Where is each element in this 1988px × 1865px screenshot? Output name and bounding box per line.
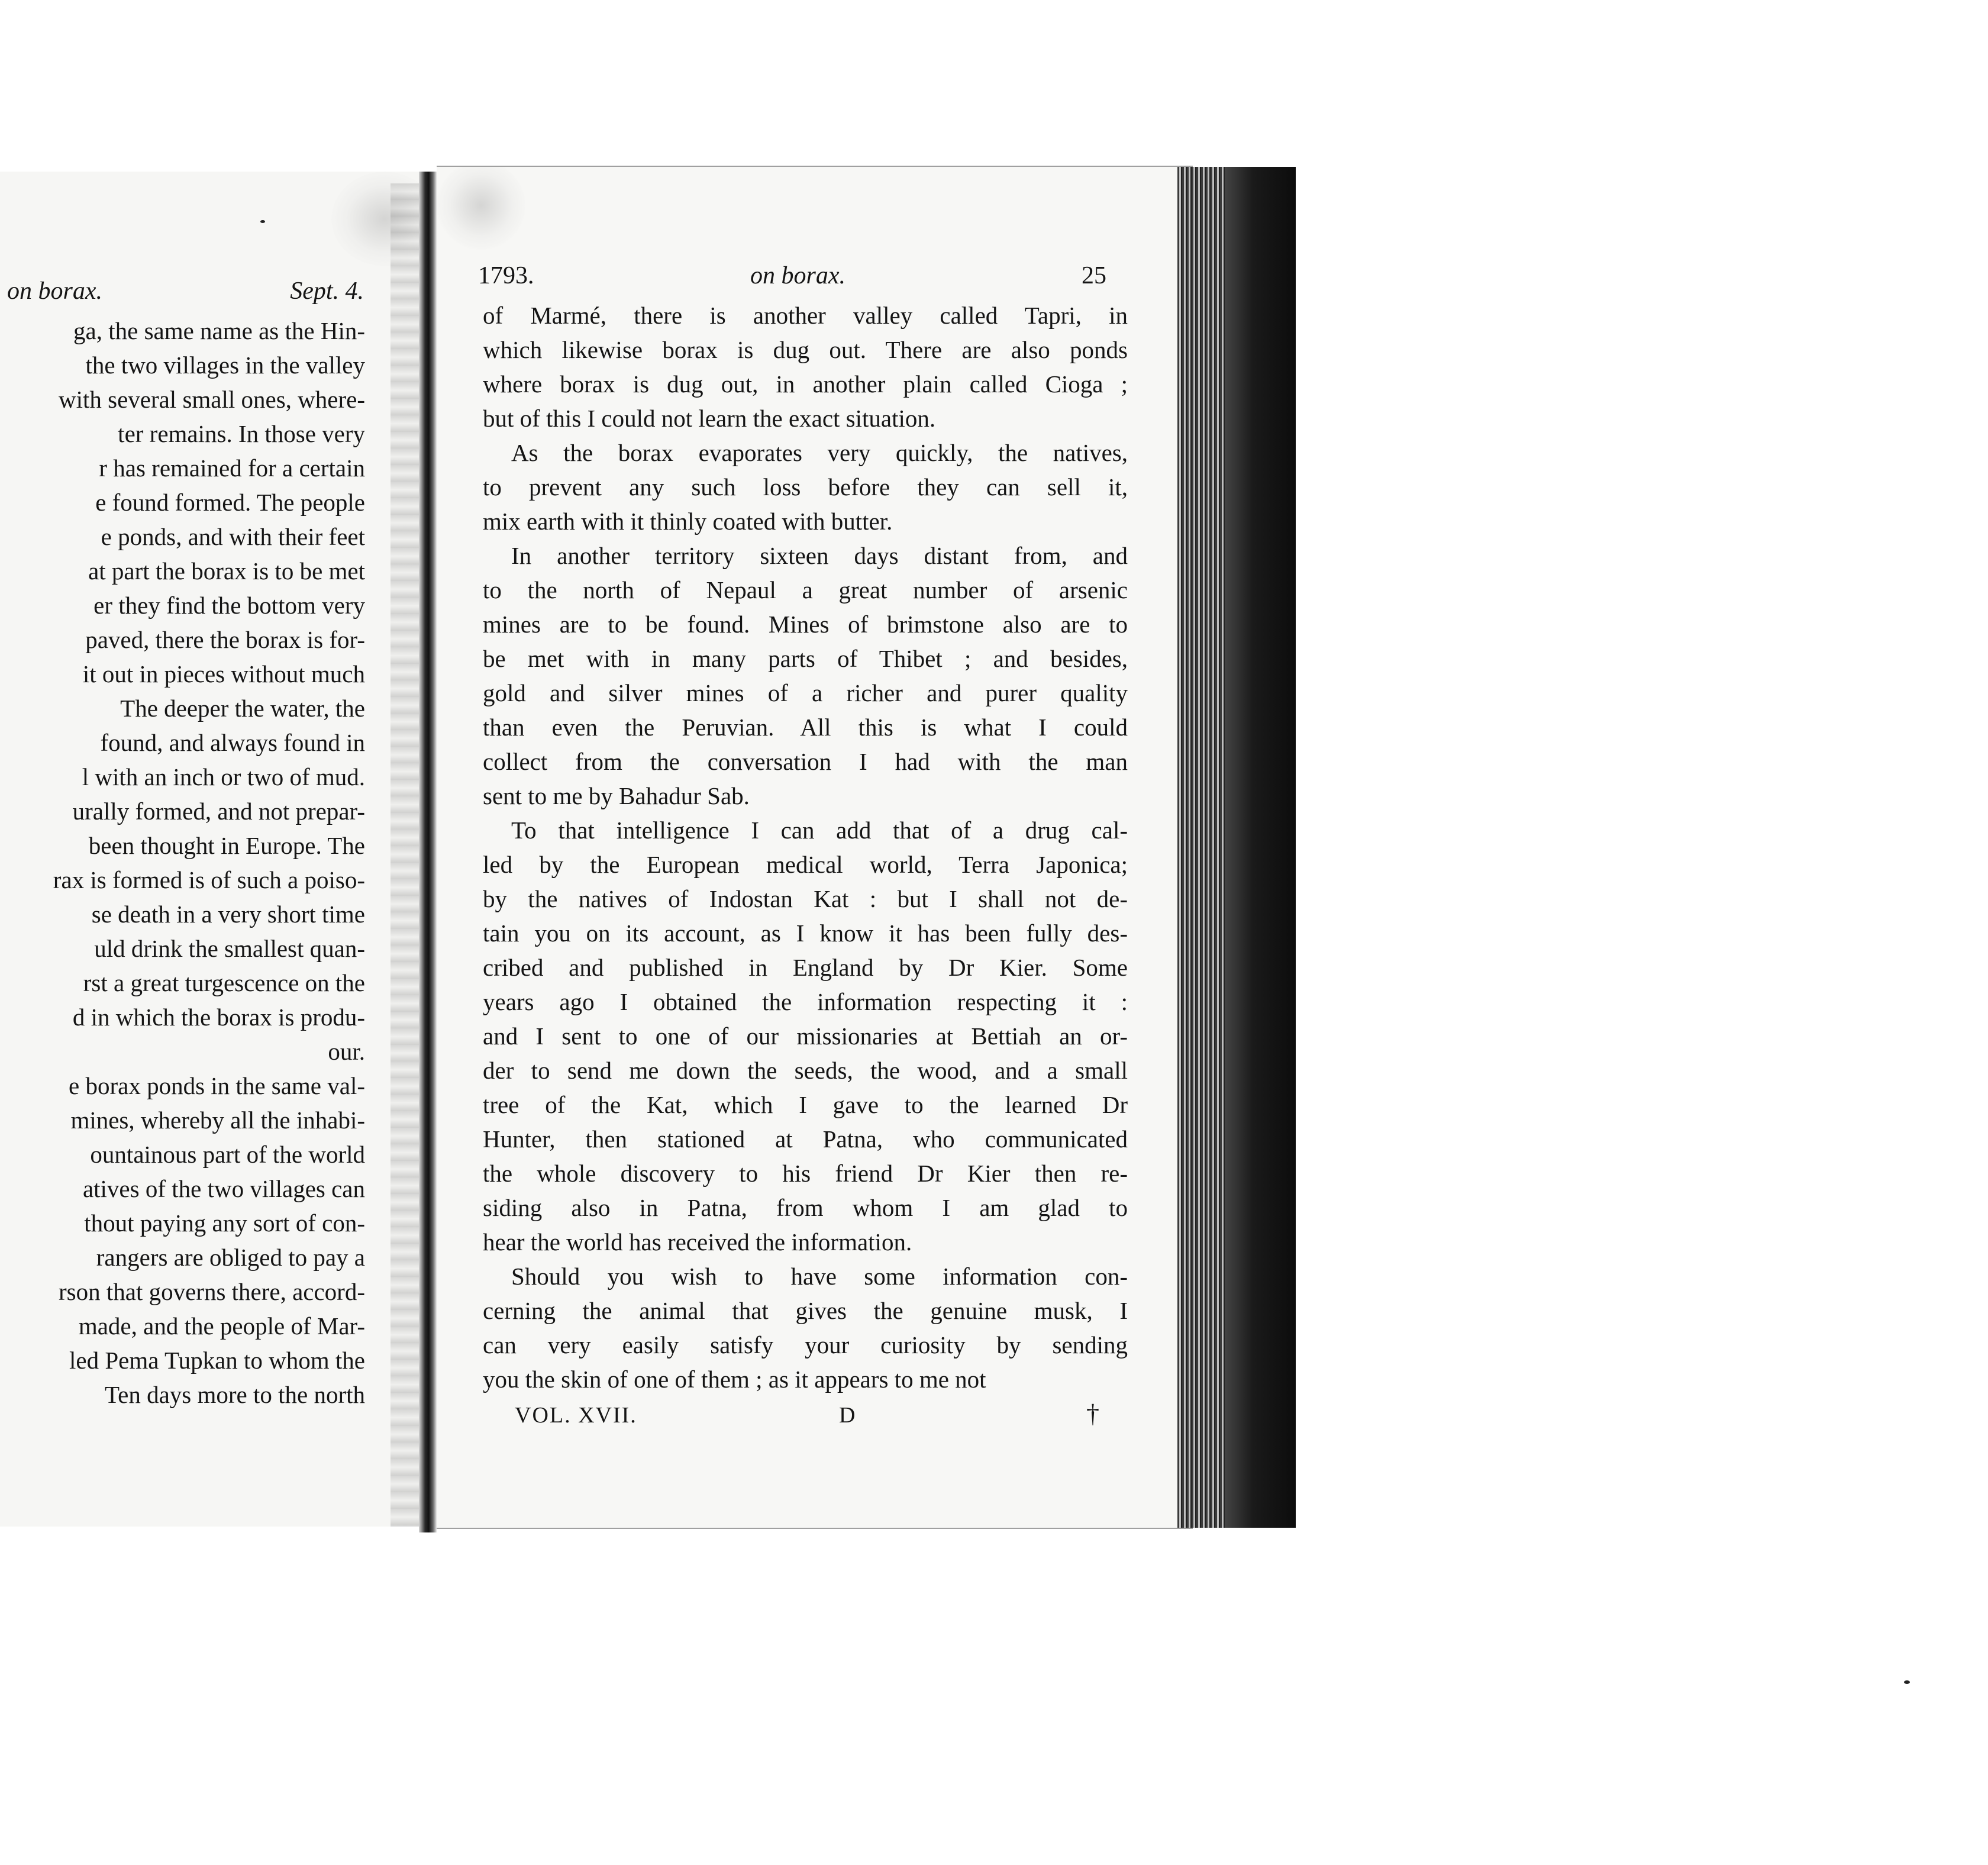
left-text-line: rst a great turgescence on the: [83, 969, 365, 996]
right-text-line: which likewise borax is dug out. There are also ponds: [483, 336, 1128, 363]
right-text-line: sent to me by Bahadur Sab.: [483, 782, 750, 809]
open-book: [0, 160, 1302, 1538]
left-text-line: rangers are obliged to pay a: [96, 1244, 365, 1271]
left-text-line: at part the borax is to be met: [88, 557, 365, 585]
right-text-line: tain you on its account, as I know it has been fully des-: [483, 919, 1128, 947]
left-text-line: Ten days more to the north: [104, 1381, 365, 1408]
left-text-line: e borax ponds in the same val-: [69, 1072, 365, 1099]
right-text-line: In another territory sixteen days distant from, and: [511, 542, 1128, 569]
left-text-line: led Pema Tupkan to whom the: [69, 1347, 365, 1374]
right-text-line: than even the Peruvian. All this is what I could: [483, 714, 1128, 741]
left-text-line: our.: [328, 1038, 365, 1065]
footer-volume: VOL. XVII.: [515, 1403, 637, 1428]
right-text-line: by the natives of Indostan Kat : but I shall not de-: [483, 885, 1128, 912]
right-text-line: you the skin of one of them ; as it appears to me not: [483, 1366, 986, 1393]
left-text-line: er they find the bottom very: [93, 592, 365, 619]
dust-speck: [260, 220, 265, 223]
book-gutter: [419, 172, 437, 1532]
right-text-line: of Marmé, there is another valley called Tapri, in: [483, 302, 1128, 329]
left-text-line: se death in a very short time: [91, 901, 365, 928]
left-text-line: ter remains. In those very: [118, 420, 365, 447]
footer-signature: D: [839, 1403, 857, 1428]
left-text-line: been thought in Europe. The: [88, 832, 365, 859]
right-text-line: the whole discovery to his friend Dr Kier then re-: [483, 1160, 1128, 1187]
left-text-line: ountainous part of the world: [90, 1141, 365, 1168]
left-text-line: rax is formed is of such a poiso-: [53, 866, 365, 893]
left-running-head-date: Sept. 4.: [290, 278, 364, 305]
right-text-line: years ago I obtained the information respecting it :: [483, 988, 1128, 1015]
right-text-line: As the borax evaporates very quickly, the natives,: [511, 439, 1128, 466]
footer-mark: †: [1086, 1399, 1100, 1428]
book-cover-edge: [1225, 167, 1296, 1528]
right-text-line: be met with in many parts of Thibet ; and besides,: [483, 645, 1128, 672]
left-running-head-title: on borax.: [7, 278, 102, 305]
left-text-line: l with an inch or two of mud.: [82, 763, 365, 790]
right-text-line: tree of the Kat, which I gave to the learned Dr: [483, 1091, 1128, 1118]
right-text-line: mix earth with it thinly coated with butter.: [483, 508, 893, 535]
right-text-line: to prevent any such loss before they can sell it,: [483, 473, 1128, 501]
right-text-line: collect from the conversation I had with the man: [483, 748, 1128, 775]
left-text-line: urally formed, and not prepar-: [72, 798, 365, 825]
left-text-line: e ponds, and with their feet: [101, 523, 365, 550]
right-page: [437, 166, 1193, 1529]
right-text-line: siding also in Patna, from whom I am glad to: [483, 1194, 1128, 1221]
right-text-line: hear the world has received the information.: [483, 1228, 912, 1256]
left-text-line: mines, whereby all the inhabi-: [70, 1106, 365, 1134]
page-fore-edge: [1177, 167, 1296, 1528]
left-text-line: the two villages in the valley: [85, 351, 365, 379]
right-text-line: Should you wish to have some information con-: [511, 1263, 1128, 1290]
left-text-line: uld drink the smallest quan-: [94, 935, 365, 962]
left-text-line: d in which the borax is produ-: [72, 1004, 365, 1031]
water-stain: [437, 166, 525, 250]
right-text-line: cerning the animal that gives the genuine musk, I: [483, 1297, 1128, 1324]
right-text-line: der to send me down the seeds, the wood, and a small: [483, 1057, 1128, 1084]
dust-speck: [1904, 1680, 1910, 1684]
left-text-line: paved, there the borax is for-: [85, 626, 365, 653]
left-text-line: e found formed. The people: [95, 489, 365, 516]
left-text-line: with several small ones, where-: [58, 386, 365, 413]
right-running-head-year: 1793.: [478, 262, 534, 289]
left-text-line: it out in pieces without much: [82, 660, 365, 688]
left-text-line: rson that governs there, accord-: [59, 1278, 365, 1305]
right-text-line: Hunter, then stationed at Patna, who communicated: [483, 1125, 1128, 1153]
left-text-line: The deeper the water, the: [120, 695, 365, 722]
left-text-line: found, and always found in: [100, 729, 365, 756]
right-text-line: where borax is dug out, in another plain called Cioga ;: [483, 370, 1128, 398]
right-text-line: gold and silver mines of a richer and purer quality: [483, 679, 1128, 706]
left-text-line: thout paying any sort of con-: [84, 1209, 365, 1237]
left-text-line: atives of the two villages can: [82, 1175, 365, 1202]
right-text-line: To that intelligence I can add that of a drug cal-: [511, 817, 1128, 844]
left-text-line: r has remained for a certain: [99, 454, 365, 482]
left-text-line: ga, the same name as the Hin-: [73, 317, 365, 344]
right-text-line: can very easily satisfy your curiosity by sending: [483, 1331, 1128, 1359]
left-page: [0, 172, 424, 1527]
right-text-line: but of this I could not learn the exact situation.: [483, 405, 936, 432]
right-text-line: mines are to be found. Mines of brimstone also are to: [483, 611, 1128, 638]
right-running-head-page-number: 25: [1082, 262, 1106, 289]
right-running-head-title: on borax.: [750, 262, 845, 289]
right-text-line: to the north of Nepaul a great number of arsenic: [483, 576, 1128, 604]
right-text-line: led by the European medical world, Terra Japonica;: [483, 851, 1128, 878]
right-text-line: and I sent to one of our missionaries at Bettiah an or-: [483, 1022, 1128, 1050]
left-text-line: made, and the people of Mar-: [78, 1312, 365, 1340]
right-text-line: cribed and published in England by Dr Kier. Some: [483, 954, 1128, 981]
